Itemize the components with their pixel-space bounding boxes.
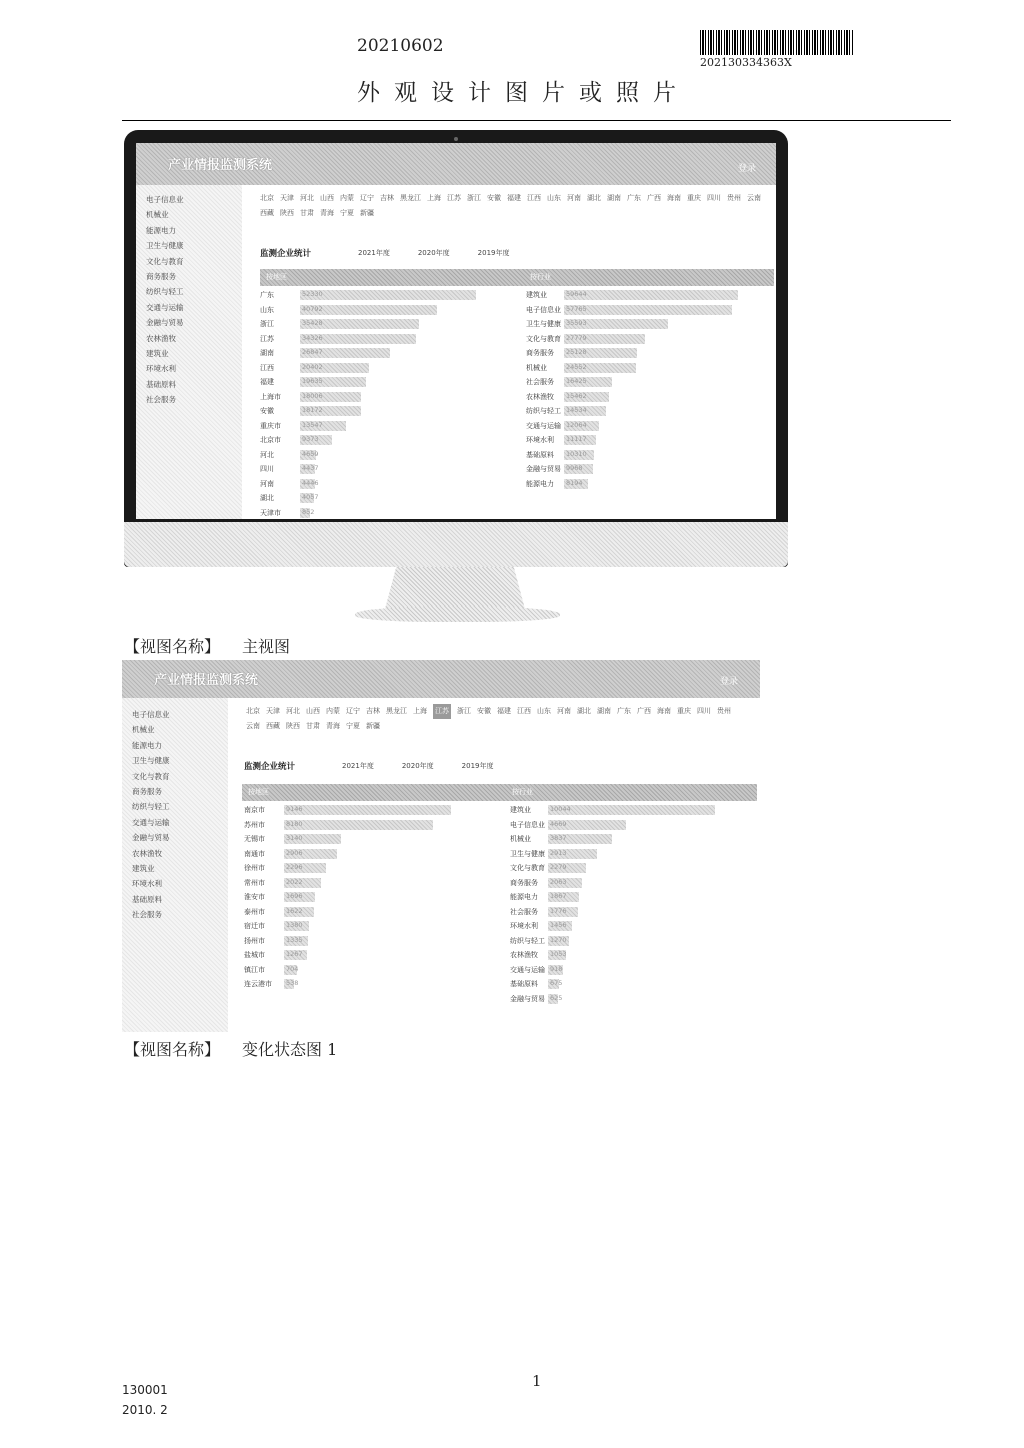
bar-value: 40792: [302, 304, 323, 313]
sidebar-item[interactable]: 交通与运输: [132, 817, 170, 827]
bar-value: 24552: [566, 362, 587, 371]
bar-value: 2279: [550, 863, 567, 871]
province-link[interactable]: 黑龙江: [386, 707, 407, 715]
barcode-number: 202130334363X: [700, 56, 792, 69]
bar-value: 1776: [550, 906, 567, 915]
province-link[interactable]: 辽宁: [360, 194, 374, 202]
login-link[interactable]: 登录: [719, 677, 738, 687]
bar-label: 纺织与轻工: [526, 407, 561, 415]
bar-label: 江苏: [260, 334, 274, 343]
province-link[interactable]: 重庆: [687, 194, 701, 202]
bar-label: 湖南: [260, 349, 274, 357]
bar-value: 9968: [566, 464, 583, 472]
province-link[interactable]: 天津: [266, 707, 280, 715]
sidebar-item[interactable]: 电子信息业: [146, 195, 184, 204]
bar-label: 商务服务: [526, 349, 554, 357]
province-link[interactable]: 广西: [637, 707, 651, 715]
bar-value: 4446: [302, 478, 319, 487]
bar-label: 能源电力: [510, 893, 538, 901]
monitor-stand: [385, 567, 525, 609]
bar-label: 建筑业: [526, 291, 547, 299]
sidebar-item[interactable]: 环境水利: [146, 364, 176, 374]
bar-value: 1456: [550, 921, 567, 929]
sidebar-item[interactable]: 金融与贸易: [132, 833, 170, 843]
bar-label: 湖北: [260, 494, 274, 502]
bar-label: 河南: [260, 479, 274, 488]
province-link[interactable]: 西藏: [260, 209, 274, 217]
province-link[interactable]: 黑龙江: [400, 194, 421, 202]
bar-label: 上海市: [260, 392, 281, 401]
province-link[interactable]: 贵州: [717, 707, 731, 715]
sidebar-item[interactable]: 电子信息业: [132, 710, 170, 719]
form-version: 2010. 2: [122, 1403, 168, 1417]
caption-name: 变化状态图 1: [242, 1040, 338, 1059]
sidebar-item[interactable]: 能源电力: [146, 225, 176, 235]
bar-label: 交通与运输: [510, 965, 545, 974]
province-filter: [246, 704, 756, 734]
bar-value: 10310: [566, 449, 587, 458]
year-tab[interactable]: 2020年度: [417, 249, 450, 257]
sidebar-item[interactable]: 卫生与健康: [146, 241, 184, 251]
bar-value: 2906: [286, 848, 303, 857]
bar-value: 27779: [566, 333, 587, 342]
sidebar-item[interactable]: 卫生与健康: [132, 756, 170, 766]
barcode-image: [700, 30, 854, 55]
bar-value: 12064: [566, 420, 587, 429]
sidebar-item[interactable]: 农林渔牧: [146, 333, 176, 343]
bar-label: 安徽: [260, 407, 274, 415]
page-number: 1: [532, 1372, 542, 1390]
province-link[interactable]: 新疆: [366, 722, 380, 730]
bar-label: 广东: [260, 291, 274, 299]
bar-label: 农林渔牧: [526, 392, 554, 401]
bar-value: 35428: [302, 319, 323, 327]
province-link[interactable]: 广东: [617, 707, 631, 715]
bar-value: 4057: [302, 493, 319, 501]
bar-label: 北京市: [260, 436, 281, 444]
change-state-screen: [122, 660, 760, 1032]
bar-value: 19635: [302, 377, 323, 385]
bar-label: 基础原料: [510, 980, 538, 988]
bar: [284, 820, 433, 830]
bar-label: 社会服务: [510, 907, 538, 916]
bar-value: 1053: [550, 950, 567, 958]
province-link[interactable]: 辽宁: [346, 707, 360, 715]
province-link[interactable]: 四川: [707, 194, 721, 202]
province-link[interactable]: 甘肃: [300, 209, 314, 217]
bar-label: 连云港市: [244, 980, 272, 988]
camera-dot: [454, 137, 458, 141]
year-tabs: [342, 761, 521, 771]
bar-value: 13547: [302, 420, 323, 429]
bar-label: 机械业: [510, 835, 531, 843]
bar-label: 泰州市: [244, 907, 265, 916]
province-link[interactable]: 内蒙: [340, 194, 354, 202]
stats-title: 监测企业统计: [244, 762, 296, 772]
bar-label: 电子信息业: [526, 305, 561, 314]
province-link[interactable]: 山西: [306, 707, 320, 715]
province-link[interactable]: 宁夏: [340, 209, 354, 217]
sidebar-item[interactable]: 交通与运输: [146, 302, 184, 312]
monitor-base: [355, 606, 560, 622]
bar-label: 无锡市: [244, 835, 265, 843]
bar-label: 建筑业: [510, 806, 531, 814]
province-link[interactable]: 陕西: [286, 722, 300, 730]
province-link[interactable]: 河南: [557, 707, 571, 715]
province-link[interactable]: 新疆: [360, 209, 374, 217]
bar-value: 1267: [286, 950, 303, 958]
province-link[interactable]: 云南: [246, 722, 260, 730]
province-link[interactable]: 福建: [497, 707, 511, 715]
sidebar-item[interactable]: 社会服务: [132, 910, 162, 920]
app-title: 产业情报监测系统: [168, 158, 273, 173]
bar-label: 浙江: [260, 320, 274, 328]
bar-value: 852: [302, 507, 315, 516]
province-link[interactable]: 贵州: [727, 194, 741, 202]
bar: [548, 805, 715, 815]
sidebar-item[interactable]: 机械业: [146, 210, 169, 220]
province-link[interactable]: 山西: [320, 194, 334, 202]
bar-value: 4437: [302, 464, 319, 472]
caption-change-state: [124, 1037, 337, 1060]
bar-value: 1696: [286, 892, 303, 900]
industry-sidebar: [122, 698, 228, 1032]
sidebar-item[interactable]: 文化与教育: [146, 256, 184, 266]
caption-label: 【视图名称】: [124, 637, 221, 656]
province-link[interactable]: 西藏: [266, 722, 280, 730]
caption-name: 主视图: [242, 637, 291, 656]
province-link[interactable]: 上海: [413, 707, 427, 715]
bar-label: 镇江市: [244, 965, 265, 974]
sidebar-item[interactable]: 基础原料: [132, 894, 162, 904]
by-region-header: 按地区: [248, 788, 269, 796]
bar-label: 河北: [260, 450, 274, 459]
province-link[interactable]: 江西: [527, 194, 541, 202]
year-tab[interactable]: 2019年度: [461, 762, 494, 770]
bar-label: 金融与贸易: [510, 994, 545, 1003]
bar-value: 4669: [550, 819, 567, 828]
title-divider: [122, 120, 951, 121]
bar-value: 4659: [302, 449, 319, 458]
bar-value: 675: [550, 979, 563, 987]
bar-value: 2022: [286, 877, 303, 886]
province-filter: [260, 191, 770, 221]
bar-label: 江西: [260, 363, 274, 372]
bar-value: 918: [550, 964, 563, 973]
sidebar-item[interactable]: 文化与教育: [132, 771, 170, 781]
province-link[interactable]: 青海: [326, 722, 340, 730]
app-header: [122, 660, 760, 698]
bar-label: 文化与教育: [526, 334, 561, 343]
bar-value: 2296: [286, 863, 303, 871]
province-link[interactable]: 青海: [320, 209, 334, 217]
province-link[interactable]: 安徽: [477, 707, 491, 715]
bar-value: 3837: [550, 834, 567, 842]
caption-main-view: [124, 634, 290, 657]
province-link[interactable]: 重庆: [677, 707, 691, 715]
bar-label: 山东: [260, 305, 274, 314]
bar-label: 常州市: [244, 878, 265, 887]
province-link[interactable]: 广东: [627, 194, 641, 202]
province-link[interactable]: 河南: [567, 194, 581, 202]
bar-label: 重庆市: [260, 421, 281, 430]
bar-label: 扬州市: [244, 936, 265, 945]
bar-value: 10044: [550, 805, 571, 813]
by-industry-header: 按行业: [530, 273, 551, 281]
app-header: [136, 143, 776, 185]
bar-value: 625: [550, 993, 563, 1002]
sidebar-item[interactable]: 纺织与轻工: [132, 802, 170, 812]
monitor-chin: [124, 522, 788, 567]
bar-label: 南通市: [244, 849, 265, 858]
province-link[interactable]: 天津: [280, 194, 294, 202]
bar-value: 1335: [286, 935, 303, 944]
bar-value: 18172: [302, 406, 323, 414]
bar-value: 2063: [550, 877, 567, 886]
province-link[interactable]: 湖南: [607, 194, 621, 202]
province-link[interactable]: 北京: [260, 194, 274, 202]
bar-value: 11117: [566, 435, 587, 443]
province-link[interactable]: 四川: [697, 707, 711, 715]
bar-label: 环境水利: [510, 922, 538, 930]
bar-value: 16425: [566, 377, 587, 385]
province-link[interactable]: 浙江: [457, 707, 471, 715]
bar-label: 农林渔牧: [510, 951, 538, 959]
bar-value: 18006: [302, 391, 323, 400]
sidebar-item[interactable]: 建筑业: [132, 864, 155, 874]
province-link[interactable]: 湖北: [587, 194, 601, 202]
bar-label: 卫生与健康: [526, 320, 561, 328]
bar-label: 文化与教育: [510, 864, 545, 872]
bar-value: 1270: [550, 935, 567, 944]
bar-label: 纺织与轻工: [510, 936, 545, 945]
bar-label: 商务服务: [510, 878, 538, 887]
province-link[interactable]: 内蒙: [326, 707, 340, 715]
bar-label: 能源电力: [526, 479, 554, 488]
bar-label: 社会服务: [526, 378, 554, 386]
bar-label: 基础原料: [526, 450, 554, 459]
bar-value: 34326: [302, 333, 323, 342]
bar-label: 福建: [260, 378, 274, 386]
bar-value: 15462: [566, 391, 587, 400]
bar-label: 四川: [260, 465, 274, 473]
sidebar-item[interactable]: 社会服务: [146, 395, 176, 405]
by-industry-header: 按行业: [512, 788, 533, 796]
province-link[interactable]: 湖南: [597, 707, 611, 715]
sidebar-item[interactable]: 基础原料: [146, 379, 176, 389]
province-link[interactable]: 湖北: [577, 707, 591, 715]
sidebar-item[interactable]: 金融与贸易: [146, 318, 184, 328]
sidebar-item[interactable]: 纺织与轻工: [146, 287, 184, 297]
bar: [284, 805, 451, 815]
province-link[interactable]: 江苏: [447, 194, 461, 202]
form-number: 130001: [122, 1383, 168, 1397]
bar-label: 卫生与健康: [510, 849, 545, 858]
bar-value: 25128: [566, 348, 587, 356]
province-link[interactable]: 吉林: [380, 194, 394, 202]
province-link[interactable]: 福建: [507, 194, 521, 202]
bar-value: 35593: [566, 319, 587, 327]
bar-label: 盐城市: [244, 951, 265, 959]
bar-label: 金融与贸易: [526, 465, 561, 473]
sidebar-item[interactable]: 商务服务: [146, 272, 176, 282]
sidebar-item[interactable]: 环境水利: [132, 879, 162, 889]
province-link[interactable]: 上海: [427, 194, 441, 202]
bar-value: 59644: [566, 290, 587, 298]
bar: [564, 305, 732, 315]
year-tabs: [358, 248, 537, 258]
province-link[interactable]: 吉林: [366, 707, 380, 715]
year-tab[interactable]: 2020年度: [401, 762, 434, 770]
sidebar-item[interactable]: 农林渔牧: [132, 848, 162, 858]
province-link[interactable]: 河北: [286, 707, 300, 715]
bar-label: 交通与运输: [526, 421, 561, 430]
bar-value: 26847: [302, 348, 323, 356]
province-link[interactable]: 河北: [300, 194, 314, 202]
document-date: 20210602: [357, 36, 444, 56]
province-link[interactable]: 山东: [537, 707, 551, 715]
bar-value: 2913: [550, 848, 567, 857]
bar-value: 14534: [566, 406, 587, 414]
bar: [300, 290, 476, 300]
bar-label: 淮安市: [244, 893, 265, 901]
province-link[interactable]: 江苏: [433, 704, 451, 719]
bar-label: 南京市: [244, 806, 265, 814]
sidebar-item[interactable]: 机械业: [132, 725, 155, 735]
bar-label: 电子信息业: [510, 820, 545, 829]
login-link[interactable]: 登录: [737, 164, 756, 174]
sidebar-item[interactable]: 商务服务: [132, 787, 162, 797]
province-link[interactable]: 宁夏: [346, 722, 360, 730]
by-region-header: 按地区: [266, 273, 287, 281]
province-link[interactable]: 云南: [747, 194, 761, 202]
year-tab[interactable]: 2021年度: [358, 249, 390, 257]
province-link[interactable]: 浙江: [467, 194, 481, 202]
province-link[interactable]: 山东: [547, 194, 561, 202]
bar-value: 1380: [286, 921, 303, 929]
province-link[interactable]: 北京: [246, 707, 260, 715]
year-tab[interactable]: 2021年度: [342, 762, 374, 770]
province-link[interactable]: 陕西: [280, 209, 294, 217]
stats-title: 监测企业统计: [260, 249, 312, 259]
bar-label: 徐州市: [244, 864, 265, 872]
sidebar-item[interactable]: 建筑业: [146, 349, 169, 359]
caption-label: 【视图名称】: [124, 1040, 221, 1059]
industry-sidebar: [136, 185, 242, 519]
bar-value: 1622: [286, 906, 303, 915]
bar-value: 1867: [550, 892, 567, 900]
province-link[interactable]: 海南: [667, 194, 681, 202]
bar-label: 机械业: [526, 363, 547, 372]
sidebar-item[interactable]: 能源电力: [132, 740, 162, 750]
bar-label: 宿迁市: [244, 922, 265, 930]
bar-label: 苏州市: [244, 820, 265, 829]
document-title: 外观设计图片或照片: [357, 80, 690, 106]
province-link[interactable]: 安徽: [487, 194, 501, 202]
province-link[interactable]: 甘肃: [306, 722, 320, 730]
stats-header-band: [242, 784, 757, 801]
bar-value: 538: [286, 979, 299, 987]
bar-value: 9146: [286, 805, 303, 813]
bar-label: 天津市: [260, 508, 281, 517]
bar: [564, 290, 738, 300]
main-view-screen: [136, 143, 776, 519]
bar-value: 9373: [302, 435, 319, 443]
province-link[interactable]: 海南: [657, 707, 671, 715]
bar-value: 8180: [286, 819, 303, 828]
bar-label: 环境水利: [526, 436, 554, 444]
bar-value: 3140: [286, 834, 303, 842]
province-link[interactable]: 江西: [517, 707, 531, 715]
bar-value: 704: [286, 964, 299, 973]
year-tab[interactable]: 2019年度: [477, 249, 510, 257]
bar-value: 20402: [302, 362, 323, 371]
bar-value: 8194: [566, 478, 583, 487]
bar-value: 57765: [566, 304, 587, 313]
bar-value: 52330: [302, 290, 323, 298]
stats-header-band: [260, 269, 774, 286]
app-title: 产业情报监测系统: [154, 673, 259, 688]
province-link[interactable]: 广西: [647, 194, 661, 202]
